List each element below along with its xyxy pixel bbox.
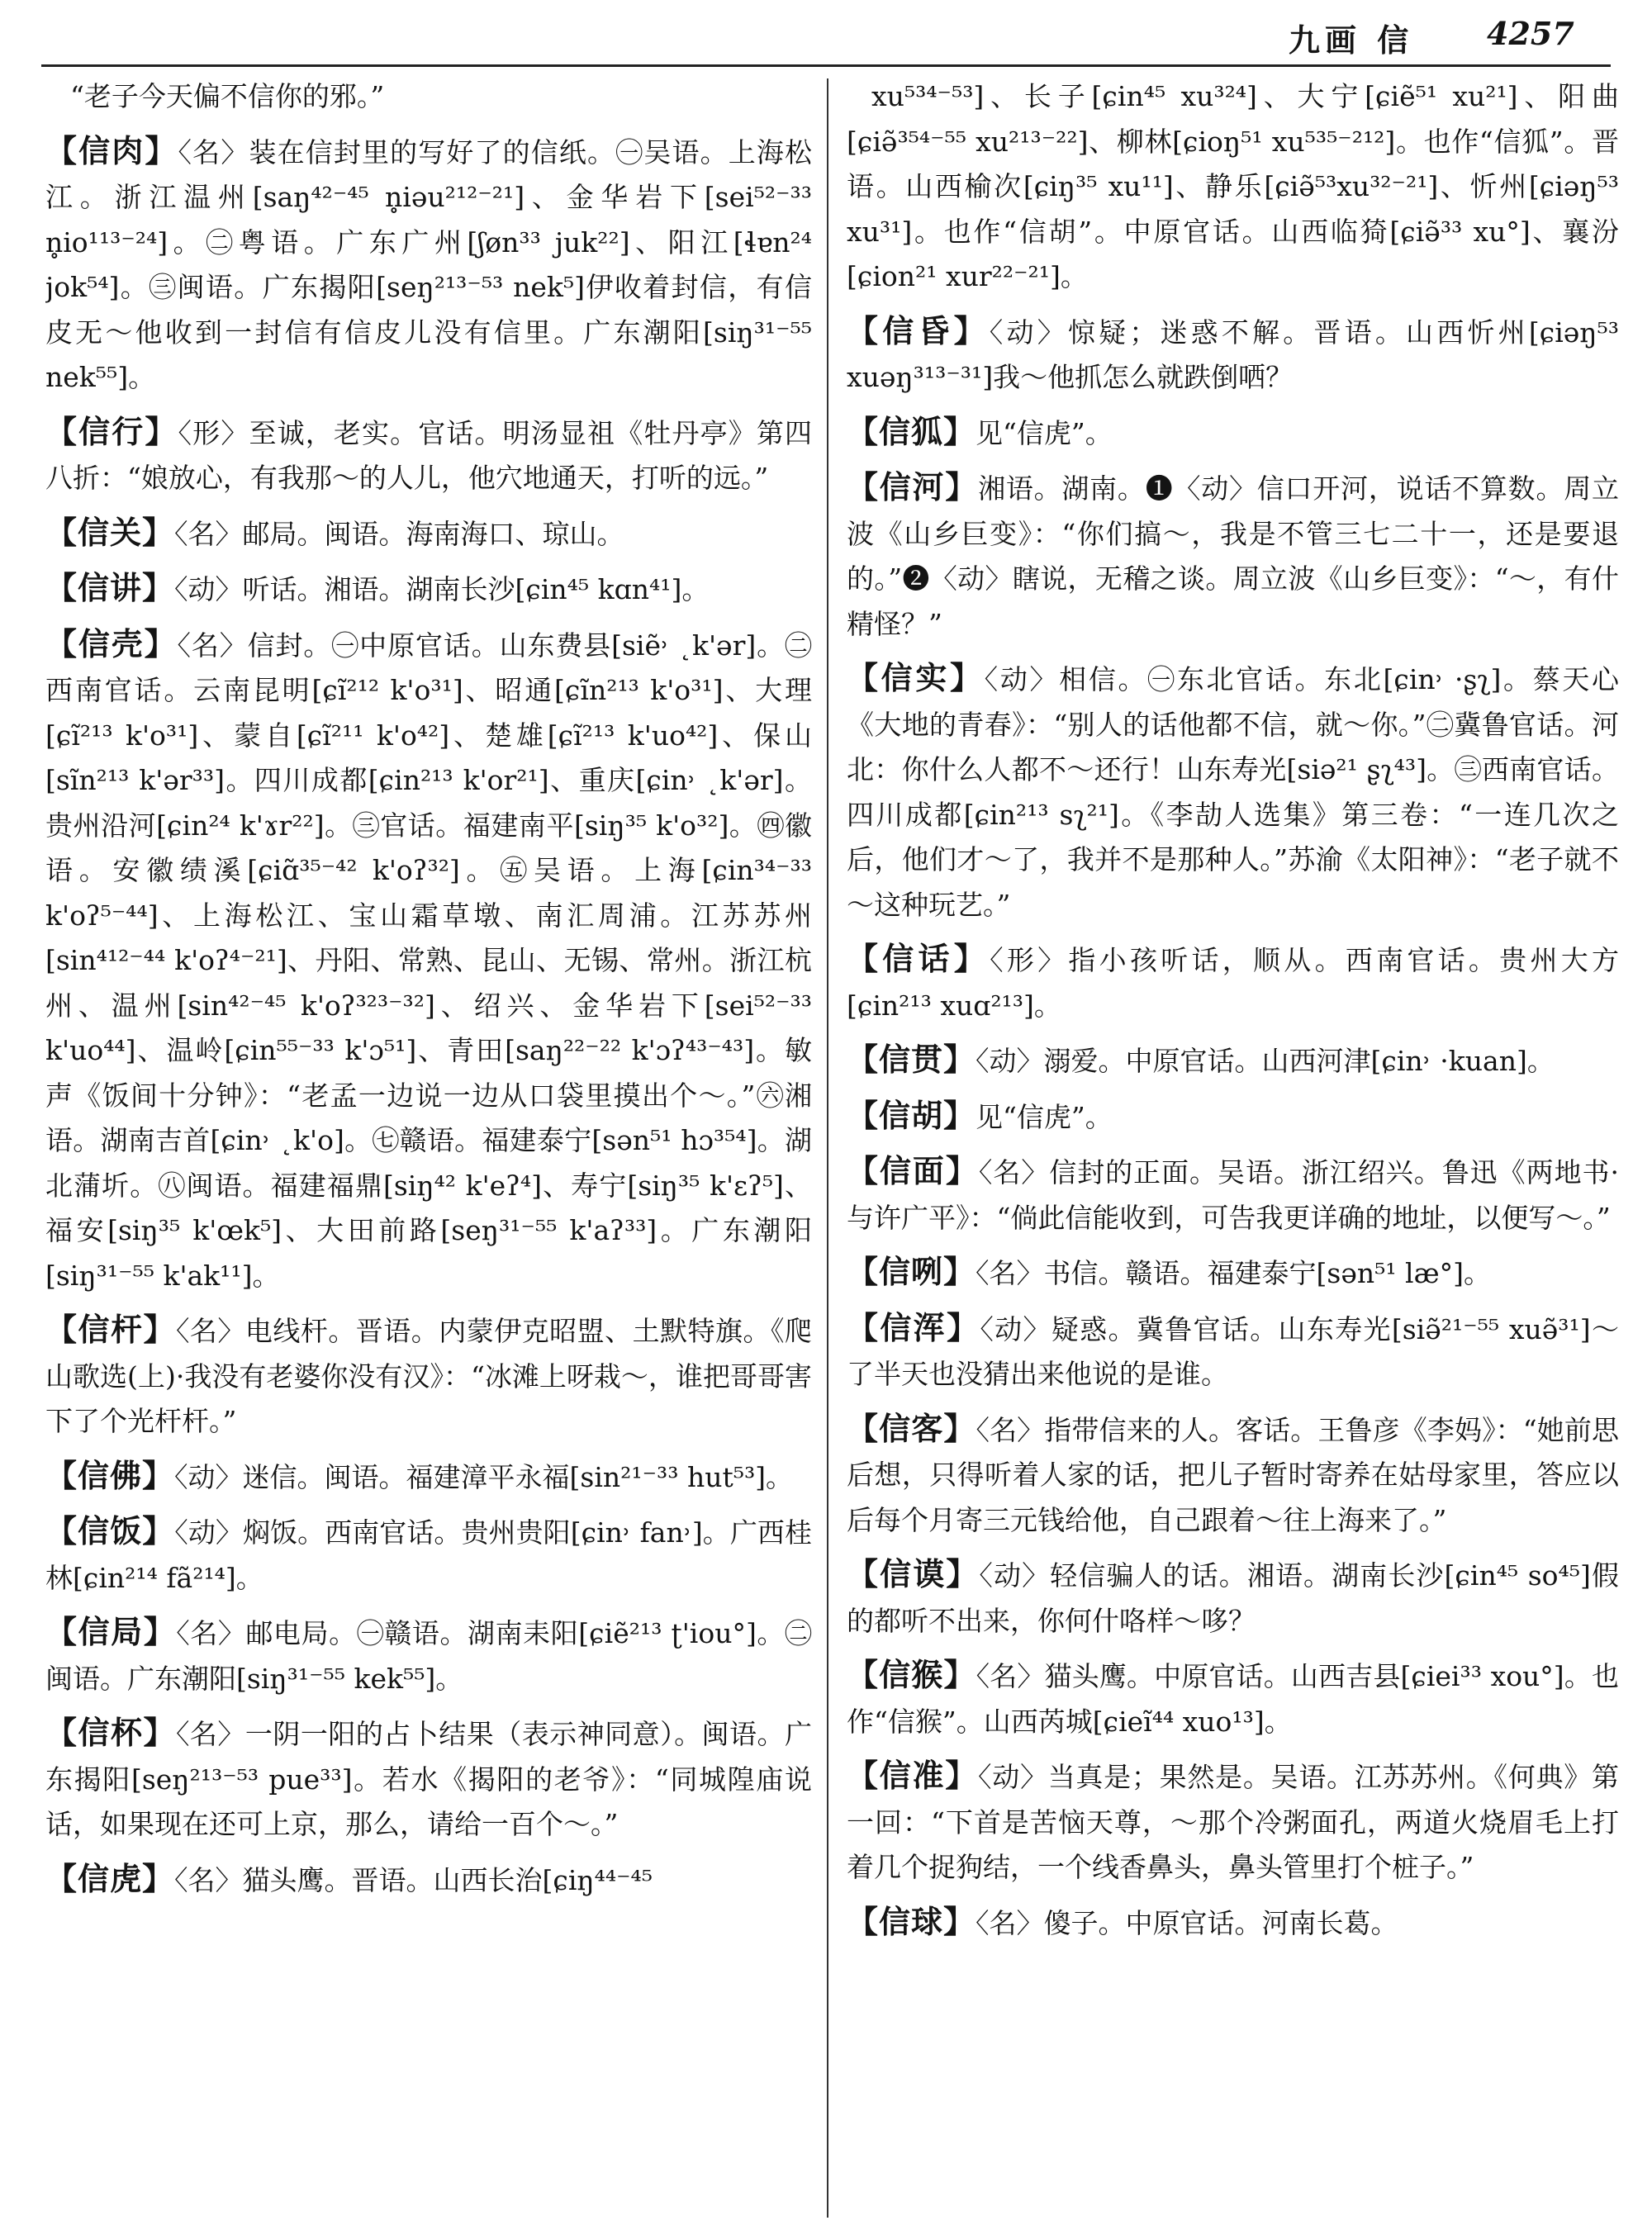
entry-definition: 〈名〉信封。㊀中原官话。山东费县[siẽ˒ ˛k'ər]。㊁西南官话。云南昆明[ɕĩ²¹² k'o³¹]、昭通[ɕĩn²¹³ k'o³¹]、大理[ɕĩ²¹³ k'o³¹]、蒙自[ɕĩ²¹¹ k'o⁴²]、楚雄[ɕĩ²¹³ k'uo⁴²]、保山[sĩn²¹³ k'ər³³]。四川成都[ɕin²¹³ k'or²¹]、重庆[ɕin˒ ˛k'ər]。贵州沿河[ɕin²⁴ k'ɤr²²]。㊂官话。福建南平[siŋ³⁵ k'o³²]。㊃徽语。安徽绩溪[ɕiɑ̃³⁵⁻⁴² k'oʔ³²]。㊄吴语。上海[ɕin³⁴⁻³³ k'oʔ⁵⁻⁴⁴]、上海松江、宝山霜草墩、南汇周浦。江苏苏州[sin⁴¹²⁻⁴⁴ k'oʔ⁴⁻²¹]、丹阳、常熟、昆山、无锡、常州。浙江杭州、温州[sin⁴²⁻⁴⁵ k'oʔ³²³⁻³²]、绍兴、金华岩下[sei⁵²⁻³³ k'uo⁴⁴]、温岭[ɕin⁵⁵⁻³³ k'ɔ⁵¹]、青田[saŋ²²⁻²² k'ɔʔ⁴³⁻⁴³]。敏声《饭间十分钟》：“老孟一边说一边从口袋里摸出个～。”㊅湘语。湖南吉首[ɕin˒ ˛k'o]。㊆赣语。福建泰宁[sən⁵¹ hɔ³⁵⁴]。湖北蒲圻。㊇闽语。福建福鼎[siŋ⁴² k'eʔ⁴]、寿宁[siŋ³⁵ k'ɛʔ⁵]、福安[siŋ³⁵ k'œk⁵]、大田前路[seŋ³¹⁻⁵⁵ k'aʔ³³]。广东潮阳[siŋ³¹⁻⁵⁵ k'ak¹¹]。: [45, 629, 812, 1292]
entry-headword: 【信肉】: [45, 132, 178, 169]
dictionary-entry: [847, 1250, 1619, 1297]
entry-definition: 〈名〉一阴一阳的占卜结果（表示神同意）。闽语。广东揭阳[seŋ²¹³⁻⁵³ pue³³]。若水《揭阳的老爷》：“同城隍庙说话，如果现在还可上京，那么，请给一百个～。”: [45, 1718, 812, 1840]
entry-headword: 【信面】: [847, 1153, 979, 1189]
entry-definition: 〈动〉溺爱。中原官话。山西河津[ɕin˒ ·kuan]。: [976, 1045, 1555, 1077]
entry-definition: 〈动〉轻信骗人的话。湘语。湖南长沙[ɕin⁴⁵ so⁴⁵]假的都听不出来，你何什咯样～哆？: [847, 1559, 1619, 1637]
entry-definition: “老子今天偏不信你的邪。”: [70, 80, 385, 112]
dictionary-entry: [45, 410, 812, 501]
entry-headword: 【信佛】: [45, 1457, 175, 1494]
section-title: 九画 信: [1289, 22, 1414, 59]
entry-definition: 〈名〉信封的正面。吴语。浙江绍兴。鲁迅《两地书·与许广平》：“倘此信能收到，可告我更详确的地址，以便写～。”: [847, 1156, 1619, 1234]
dictionary-entry: [45, 622, 812, 1299]
entry-definition: 〈名〉邮局。闽语。海南海口、琼山。: [174, 517, 624, 550]
page-header: [0, 0, 1652, 66]
entry-definition: 见“信虎”。: [976, 1100, 1113, 1133]
entry-headword: 【信准】: [847, 1758, 978, 1794]
entry-definition: 〈动〉相信。㊀东北官话。东北[ɕin˒ ·ʂʅ]。蔡天心《大地的青春》：“别人的话他都不信，就～你。”㊁冀鲁官话。河北：你什么人都不～还行！山东寿光[siə²¹ ʂʅ⁴³]。㊂西南官话。四川成都[ɕin²¹³ sʅ²¹]。《李劼人选集》第三卷：“一连几次之后，他们才～了，我并不是那种人。”苏渝《太阳神》：“老子就不～这种玩艺。”: [847, 663, 1619, 921]
entry-definition: 〈动〉听话。湘语。湖南长沙[ɕin⁴⁵ kɑn⁴¹]。: [174, 573, 710, 605]
dictionary-entry: [847, 1900, 1619, 1947]
dictionary-entry: [45, 510, 812, 558]
dictionary-entry: [847, 1094, 1619, 1141]
dictionary-entry: [847, 1753, 1619, 1891]
dictionary-entry: [847, 1653, 1619, 1744]
entry-headword: 【信猴】: [847, 1657, 976, 1693]
entry-definition: 〈形〉至诚，老实。官话。明汤显祖《牡丹亭》第四八折：“娘放心，有我那～的人儿，他穴地通天，打听的远。”: [45, 416, 812, 494]
entry-definition: 见“信虎”。: [976, 416, 1113, 449]
entry-headword: 【信关】: [45, 514, 175, 551]
entry-definition: 〈动〉惊疑；迷惑不解。晋语。山西忻州[ɕiəŋ⁵³ xuəŋ³¹³⁻³¹]我～他抓怎么就跌倒哂？: [847, 316, 1619, 393]
dictionary-entry: [45, 1307, 812, 1445]
entry-definition: 〈动〉迷信。闽语。福建漳平永福[sin²¹⁻³³ hut⁵³]。: [174, 1460, 794, 1493]
entry-headword: 【信饭】: [45, 1513, 175, 1549]
entry-headword: 【信客】: [847, 1410, 976, 1447]
dictionary-entry: [45, 1454, 812, 1501]
column-divider: [827, 78, 828, 2218]
dictionary-entry: [45, 1857, 812, 1904]
dictionary-entry: [847, 309, 1619, 401]
entry-headword: 【信浑】: [847, 1309, 980, 1346]
entry-headword: 【信杯】: [45, 1715, 176, 1751]
entry-definition: 〈名〉猫头鹰。中原官话。山西吉县[ɕiei³³ xou°]。也作“信猴”。山西芮城[ɕieĩ⁴⁴ xuo¹³]。: [847, 1660, 1619, 1738]
entry-headword: 【信球】: [847, 1903, 976, 1940]
dictionary-entry: [45, 1509, 812, 1601]
dictionary-entry: [847, 1407, 1619, 1544]
entry-headword: 【信咧】: [847, 1254, 976, 1290]
entry-headword: 【信话】: [847, 941, 990, 977]
entry-headword: 【信胡】: [847, 1097, 976, 1134]
dictionary-entry: [847, 465, 1619, 647]
left-column: [45, 74, 812, 2222]
header-rule: [41, 64, 1611, 67]
dictionary-entry: [45, 129, 812, 401]
dictionary-entry: [45, 1610, 812, 1701]
continued-text: [45, 74, 812, 120]
entry-definition: xu⁵³⁴⁻⁵³]、长子[ɕin⁴⁵ xu³²⁴]、大宁[ɕiẽ⁵¹ xu²¹]、阳曲[ɕiə̃³⁵⁴⁻⁵⁵ xu²¹³⁻²²]、柳林[ɕioŋ⁵¹ xu⁵³⁵⁻²¹²]。也作“信狐”。晋语。山西榆次[ɕiŋ³⁵ xu¹¹]、静乐[ɕiə̃⁵³xu³²⁻²¹]、忻州[ɕiəŋ⁵³ xu³¹]。也作“信胡”。中原官话。山西临猗[ɕiə̃³³ xu°]、襄汾[ɕion²¹ xur²²⁻²¹]。: [847, 80, 1619, 292]
entry-headword: 【信实】: [847, 660, 985, 696]
dictionary-entry: [45, 1710, 812, 1848]
dictionary-entry: [847, 1552, 1619, 1644]
entry-headword: 【信行】: [45, 413, 178, 450]
dictionary-entry: [847, 1306, 1619, 1397]
entry-definition: 〈名〉指带信来的人。客话。王鲁彦《李妈》：“她前思后想，只得听着人家的话，把儿子暂时寄养在姑母家里，答应以后每个月寄三元钱给他，自己跟着～往上海来了。”: [847, 1413, 1619, 1536]
dictionary-entry: [45, 566, 812, 613]
entry-headword: 【信谟】: [847, 1556, 980, 1592]
entry-headword: 【信虎】: [45, 1860, 175, 1897]
entry-definition: 湘语。湖南。❶〈动〉信口开河，说话不算数。周立波《山乡巨变》：“你们搞～，我是不管三七二十一，还是要退的。”❷〈动〉瞎说，无稽之谈。周立波《山乡巨变》：“～，有什精怪？”: [847, 472, 1619, 640]
entry-definition: 〈形〉指小孩听话，顺从。西南官话。贵州大方[ɕin²¹³ xuɑ²¹³]。: [847, 944, 1619, 1022]
entry-headword: 【信讲】: [45, 570, 175, 606]
entry-definition: 〈动〉当真是；果然是。吴语。江苏苏州。《何典》第一回：“下首是苦恼天尊，～那个冷粥面孔，两道火烧眉毛上打着几个捉狗结，一个线香鼻头，鼻头管里打个桩子。”: [847, 1761, 1619, 1883]
entry-definition: 〈名〉电线杆。晋语。内蒙伊克昭盟、土默特旗。《爬山歌选(上)·我没有老婆你没有汉》：“冰滩上呀栽～，谁把哥哥害下了个光杆杆。”: [45, 1315, 812, 1437]
dictionary-entry: [847, 410, 1619, 457]
entry-headword: 【信杆】: [45, 1312, 176, 1348]
page-number: 4257: [1487, 15, 1574, 52]
dictionary-entry: [847, 1149, 1619, 1241]
entry-definition: 〈动〉焖饭。西南官话。贵州贵阳[ɕin˒ fan˒]。广西桂林[ɕin²¹⁴ fã²¹⁴]。: [45, 1516, 812, 1594]
entry-definition: 〈名〉书信。赣语。福建泰宁[sən⁵¹ læ°]。: [976, 1257, 1492, 1289]
dictionary-entry: [847, 937, 1619, 1028]
entry-headword: 【信壳】: [45, 625, 178, 662]
entry-headword: 【信昏】: [847, 312, 990, 349]
entry-headword: 【信贯】: [847, 1041, 976, 1078]
entry-definition: 〈名〉邮电局。㊀赣语。湖南耒阳[ɕiẽ²¹³ ʈ'iou°]。㊁闽语。广东潮阳[siŋ³¹⁻⁵⁵ kek⁵⁵]。: [45, 1617, 812, 1695]
entry-definition: 〈名〉猫头鹰。晋语。山西长治[ɕiŋ⁴⁴⁻⁴⁵: [174, 1863, 653, 1896]
entry-definition: 〈名〉傻子。中原官话。河南长葛。: [976, 1906, 1398, 1939]
continued-text: [847, 74, 1619, 300]
dictionary-entry: [847, 1037, 1619, 1084]
right-column: [847, 74, 1619, 2222]
entry-definition: 〈名〉装在信封里的写好了的信纸。㊀吴语。上海松江。浙江温州[saŋ⁴²⁻⁴⁵ n̥iəu²¹²⁻²¹]、金华岩下[sei⁵²⁻³³ n̥io¹¹³⁻²⁴]。㊁粤语。广东广州[ʃøn³³ juk²²]、阳江[ɬɐn²⁴ jok⁵⁴]。㊂闽语。广东揭阳[seŋ²¹³⁻⁵³ nek⁵]伊收着封信，有信皮无～他收到一封信有信皮儿没有信里。广东潮阳[siŋ³¹⁻⁵⁵ nek⁵⁵]。: [45, 135, 812, 393]
entry-headword: 【信局】: [45, 1614, 177, 1650]
entry-headword: 【信狐】: [847, 413, 976, 450]
entry-definition: 〈动〉疑惑。冀鲁官话。山东寿光[siə̃²¹⁻⁵⁵ xuə̃³¹]～了半天也没猜出来他说的是谁。: [847, 1312, 1619, 1390]
dictionary-entry: [847, 656, 1619, 928]
entry-headword: 【信河】: [847, 469, 979, 505]
